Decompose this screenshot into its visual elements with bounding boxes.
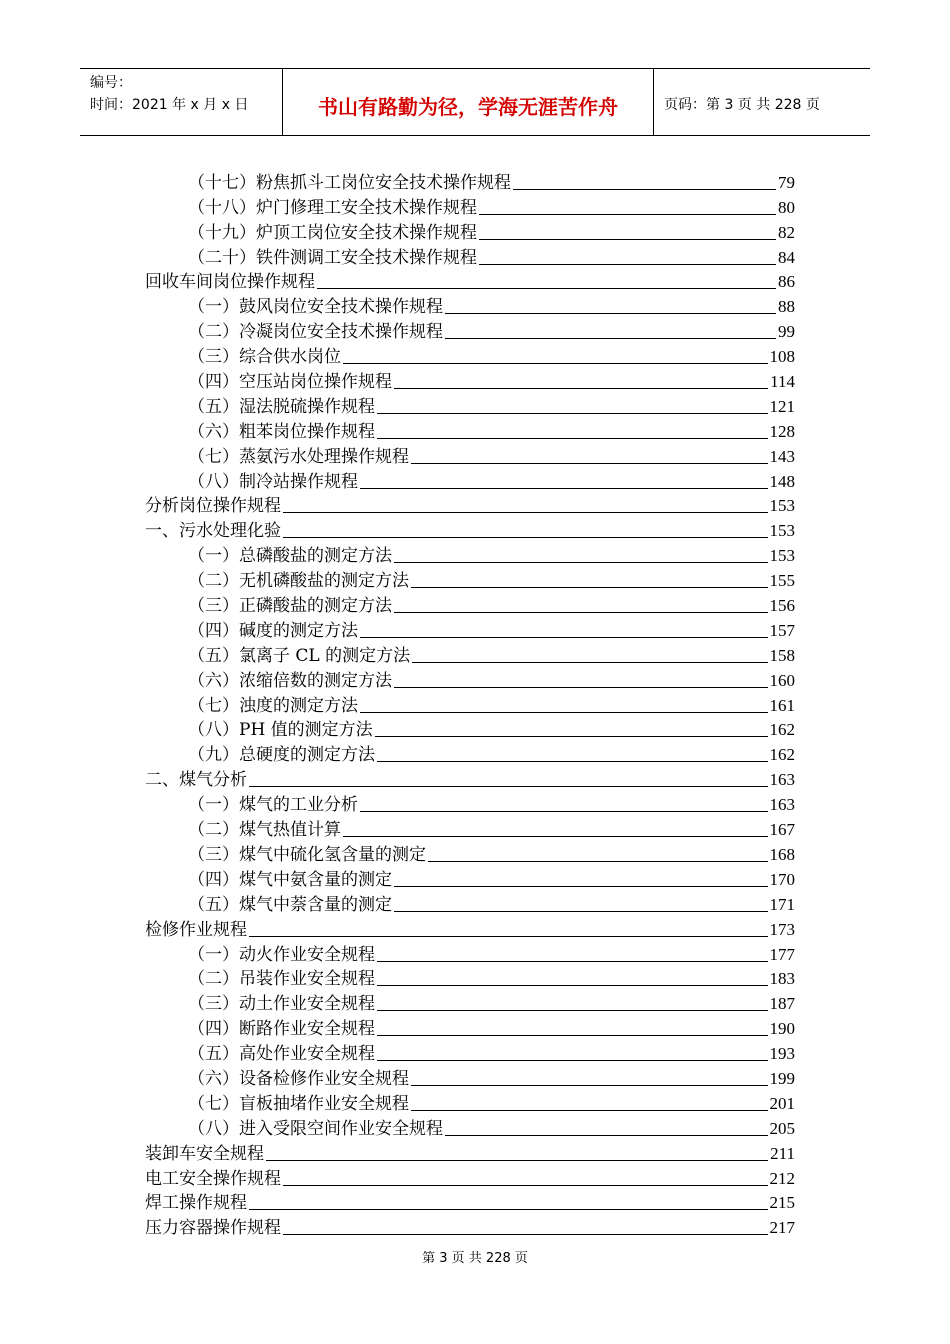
toc-entry[interactable] (145, 1139, 795, 1164)
toc-leader-line (360, 711, 768, 713)
toc-entry-title: （三）正磷酸盐的测定方法 (188, 596, 392, 617)
toc-leader-line (394, 885, 768, 887)
toc-entry-title: 焊工操作规程 (145, 1193, 247, 1214)
toc-leader-line (394, 910, 768, 912)
toc-entry-title: （十七）粉焦抓斗工岗位安全技术操作规程 (188, 172, 511, 193)
toc-entry-title: （七）浊度的测定方法 (188, 695, 358, 716)
toc-entry-page: 190 (769, 1019, 795, 1039)
toc-entry[interactable] (145, 317, 795, 342)
toc-entry[interactable] (145, 989, 795, 1014)
toc-entry-title: 分析岗位操作规程 (145, 496, 281, 517)
toc-entry[interactable] (145, 168, 795, 193)
toc-entry-page: 157 (769, 620, 795, 640)
toc-entry-title: （二十）铁件测调工安全技术操作规程 (188, 247, 477, 268)
header-number: 编号： (90, 75, 132, 91)
toc-leader-line (377, 437, 768, 439)
toc-leader-line (411, 462, 768, 464)
toc-entry-page: 167 (769, 820, 795, 840)
toc-entry-title: （七）盲板抽堵作业安全规程 (188, 1093, 409, 1114)
toc-entry[interactable] (145, 1039, 795, 1064)
toc-entry-page: 170 (769, 869, 795, 889)
toc-entry-title: （九）总硬度的测定方法 (188, 745, 375, 766)
toc-entry-title: （五）湿法脱硫操作规程 (188, 396, 375, 417)
toc-entry[interactable] (145, 641, 795, 666)
toc-leader-line (394, 686, 768, 688)
toc-entry-title: （四）煤气中氨含量的测定 (188, 869, 392, 890)
toc-entry-page: 82 (778, 222, 795, 242)
toc-entry-title: （二）冷凝岗位安全技术操作规程 (188, 322, 443, 343)
toc-entry[interactable] (145, 940, 795, 965)
header-motto: 书山有路勤为径，学海无涯苦作舟 (282, 69, 654, 135)
toc-entry[interactable] (145, 765, 795, 790)
toc-entry-title: （四）断路作业安全规程 (188, 1019, 375, 1040)
toc-entry[interactable] (145, 790, 795, 815)
toc-entry[interactable] (145, 1189, 795, 1214)
toc-leader-line (249, 935, 768, 937)
toc-entry-page: 86 (778, 272, 795, 292)
toc-entry[interactable] (145, 591, 795, 616)
toc-entry[interactable] (145, 740, 795, 765)
toc-entry-title: （八）PH 值的测定方法 (188, 720, 373, 741)
toc-leader-line (377, 412, 768, 414)
toc-leader-line (479, 238, 776, 240)
toc-entry-page: 211 (770, 1143, 795, 1163)
header-meta (80, 69, 282, 135)
toc-leader-line (479, 213, 776, 215)
toc-entry-page: 212 (769, 1168, 795, 1188)
toc-entry[interactable] (145, 1114, 795, 1139)
toc-entry-page: 161 (769, 695, 795, 715)
toc-entry-title: 电工安全操作规程 (145, 1168, 281, 1189)
toc-leader-line (377, 960, 768, 962)
toc-entry-title: 装卸车安全规程 (145, 1143, 264, 1164)
toc-entry-page: 177 (769, 944, 795, 964)
toc-entry-page: 171 (769, 894, 795, 914)
toc-leader-line (283, 536, 768, 538)
toc-leader-line (377, 1034, 768, 1036)
toc-leader-line (412, 661, 767, 663)
toc-entry[interactable] (145, 442, 795, 467)
toc-entry-page: 168 (769, 844, 795, 864)
toc-entry[interactable] (145, 965, 795, 990)
toc-entry-page: 163 (769, 795, 795, 815)
toc-entry[interactable] (145, 218, 795, 243)
toc-leader-line (317, 287, 776, 289)
toc-leader-line (377, 1059, 768, 1061)
header-page-info: 页码：第 3 页 共 228 页 (664, 97, 820, 113)
toc-leader-line (445, 337, 776, 339)
toc-leader-line (394, 611, 768, 613)
toc-entry[interactable] (145, 1064, 795, 1089)
toc-entry-page: 155 (769, 571, 795, 591)
toc-entry[interactable] (145, 666, 795, 691)
toc-entry-page: 162 (769, 720, 795, 740)
toc-entry[interactable] (145, 566, 795, 591)
toc-leader-line (343, 835, 768, 837)
toc-entry-page: 205 (769, 1118, 795, 1138)
toc-leader-line (513, 188, 776, 190)
toc-entry-title: （十九）炉顶工岗位安全技术操作规程 (188, 222, 477, 243)
toc-entry-title: （八）制冷站操作规程 (188, 471, 358, 492)
toc-entry-page: 215 (769, 1193, 795, 1213)
toc-entry-title: 压力容器操作规程 (145, 1218, 281, 1239)
toc-leader-line (360, 810, 768, 812)
toc-entry-page: 193 (769, 1044, 795, 1064)
toc-entry[interactable] (145, 1014, 795, 1039)
toc-entry-page: 79 (778, 172, 795, 192)
toc-entry-page: 80 (778, 197, 795, 217)
toc-entry-title: （二）无机磷酸盐的测定方法 (188, 571, 409, 592)
toc-entry-page: 153 (769, 546, 795, 566)
toc-leader-line (249, 1208, 768, 1210)
table-of-contents (145, 168, 795, 1238)
toc-entry[interactable] (145, 915, 795, 940)
toc-entry[interactable] (145, 716, 795, 741)
toc-entry-title: （一）总磷酸盐的测定方法 (188, 546, 392, 567)
toc-entry-title: （六）设备检修作业安全规程 (188, 1068, 409, 1089)
toc-entry[interactable] (145, 691, 795, 716)
toc-entry[interactable] (145, 367, 795, 392)
toc-entry-page: 201 (769, 1093, 795, 1113)
toc-leader-line (428, 860, 768, 862)
toc-entry-title: （八）进入受限空间作业安全规程 (188, 1118, 443, 1139)
toc-entry-title: 回收车间岗位操作规程 (145, 272, 315, 293)
toc-leader-line (360, 636, 768, 638)
toc-leader-line (445, 312, 776, 314)
toc-entry-title: （二）吊装作业安全规程 (188, 969, 375, 990)
toc-entry[interactable] (145, 392, 795, 417)
toc-entry[interactable] (145, 467, 795, 492)
toc-entry-page: 88 (778, 297, 795, 317)
toc-entry[interactable] (145, 1164, 795, 1189)
toc-entry-page: 153 (769, 521, 795, 541)
toc-entry[interactable] (145, 1089, 795, 1114)
toc-leader-line (266, 1159, 768, 1161)
toc-entry-page: 143 (769, 446, 795, 466)
toc-entry-title: （四）空压站岗位操作规程 (188, 372, 392, 393)
toc-entry-title: （五）煤气中萘含量的测定 (188, 894, 392, 915)
toc-entry-page: 114 (770, 372, 795, 392)
toc-leader-line (377, 760, 768, 762)
toc-leader-line (394, 387, 768, 389)
toc-entry-title: （一）煤气的工业分析 (188, 795, 358, 816)
page-footer: 第 3 页 共 228 页 (422, 1251, 528, 1266)
header-date: 时间：2021 年 x 月 x 日 (90, 97, 249, 113)
toc-entry-title: （十八）炉门修理工安全技术操作规程 (188, 197, 477, 218)
toc-entry-title: 二、煤气分析 (145, 770, 247, 791)
toc-entry[interactable] (145, 890, 795, 915)
toc-entry[interactable] (145, 292, 795, 317)
toc-leader-line (411, 1109, 768, 1111)
toc-entry-page: 217 (769, 1218, 795, 1238)
toc-leader-line (394, 561, 768, 563)
toc-entry-page: 153 (769, 496, 795, 516)
toc-entry-page: 163 (769, 770, 795, 790)
toc-entry[interactable] (145, 417, 795, 442)
toc-leader-line (411, 1084, 768, 1086)
toc-entry[interactable] (145, 815, 795, 840)
toc-entry[interactable] (145, 516, 795, 541)
toc-entry-title: （三）综合供水岗位 (188, 347, 341, 368)
toc-entry[interactable] (145, 541, 795, 566)
toc-entry-page: 187 (769, 994, 795, 1014)
toc-entry-page: 99 (778, 322, 795, 342)
toc-entry[interactable] (145, 1213, 795, 1238)
toc-entry-page: 173 (769, 919, 795, 939)
toc-entry-title: （三）动土作业安全规程 (188, 994, 375, 1015)
toc-entry-page: 158 (769, 645, 795, 665)
toc-entry[interactable] (145, 342, 795, 367)
toc-entry-title: （一）动火作业安全规程 (188, 944, 375, 965)
toc-entry-title: （五）氯离子 CL 的测定方法 (188, 645, 411, 666)
toc-entry-page: 128 (769, 421, 795, 441)
toc-leader-line (283, 511, 768, 513)
toc-entry-page: 183 (769, 969, 795, 989)
toc-leader-line (411, 586, 768, 588)
toc-entry-title: （六）粗苯岗位操作规程 (188, 421, 375, 442)
toc-entry-page: 156 (769, 596, 795, 616)
toc-leader-line (360, 487, 768, 489)
toc-entry[interactable] (145, 840, 795, 865)
toc-leader-line (249, 785, 768, 787)
toc-leader-line (343, 362, 768, 364)
toc-entry-page: 160 (769, 670, 795, 690)
toc-entry-page: 162 (769, 745, 795, 765)
toc-leader-line (283, 1184, 768, 1186)
toc-entry-page: 199 (769, 1068, 795, 1088)
toc-entry[interactable] (145, 268, 795, 293)
toc-entry[interactable] (145, 193, 795, 218)
toc-entry-title: （二）煤气热值计算 (188, 820, 341, 841)
toc-entry[interactable] (145, 616, 795, 641)
toc-entry-title: 检修作业规程 (145, 919, 247, 940)
toc-entry-page: 121 (769, 396, 795, 416)
toc-entry-page: 108 (769, 347, 795, 367)
toc-entry-title: 一、污水处理化验 (145, 521, 281, 542)
toc-entry-page: 148 (769, 471, 795, 491)
toc-leader-line (375, 735, 768, 737)
toc-entry-title: （七）蒸氨污水处理操作规程 (188, 446, 409, 467)
toc-entry-title: （五）高处作业安全规程 (188, 1044, 375, 1065)
page-header (80, 68, 870, 136)
toc-entry-title: （三）煤气中硫化氢含量的测定 (188, 844, 426, 865)
toc-entry[interactable] (145, 865, 795, 890)
toc-leader-line (445, 1134, 768, 1136)
toc-entry-title: （一）鼓风岗位安全技术操作规程 (188, 297, 443, 318)
toc-entry-title: （四）碱度的测定方法 (188, 620, 358, 641)
toc-leader-line (377, 984, 768, 986)
toc-entry-title: （六）浓缩倍数的测定方法 (188, 670, 392, 691)
toc-leader-line (283, 1233, 768, 1235)
toc-leader-line (479, 263, 776, 265)
toc-leader-line (377, 1009, 768, 1011)
toc-entry[interactable] (145, 492, 795, 517)
toc-entry[interactable] (145, 243, 795, 268)
toc-entry-page: 84 (778, 247, 795, 267)
